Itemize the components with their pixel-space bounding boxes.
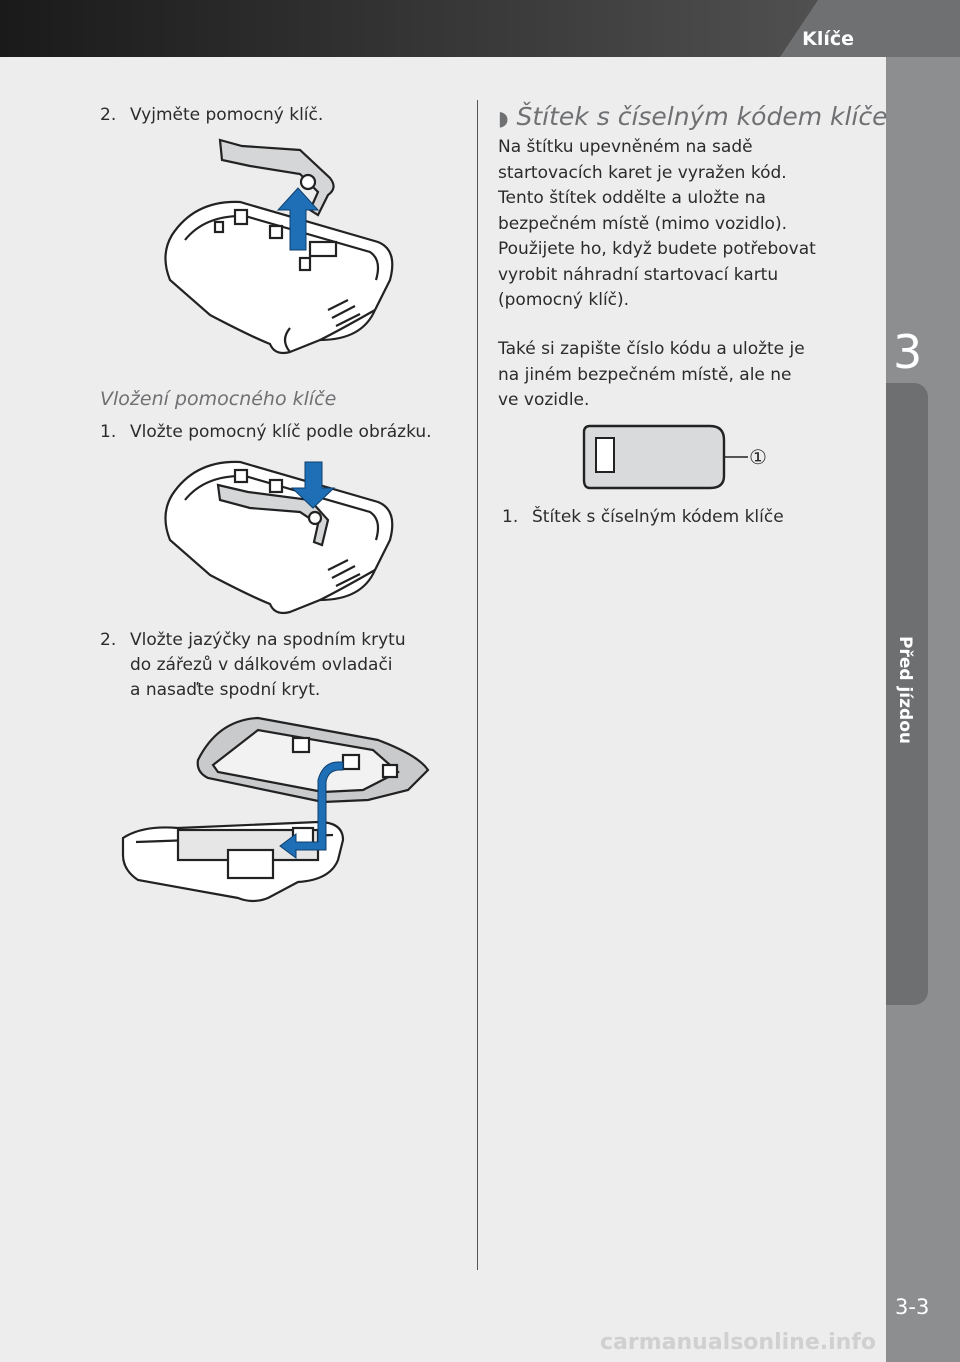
step-text-line: do zářezů v dálkovém ovladači	[130, 655, 393, 675]
insert-key-illustration	[150, 450, 410, 620]
step-number: 2.	[100, 105, 117, 125]
section-title: Klíče	[802, 28, 854, 50]
paragraph-line: Také si zapište číslo kódu a uložte je	[498, 339, 805, 359]
step-number: 1.	[100, 422, 117, 442]
paragraph-line: bezpečném místě (mimo vozidlo).	[498, 213, 787, 234]
page-number: 3-3	[895, 1295, 930, 1319]
key-code-section-heading	[498, 102, 888, 131]
legend-item-1	[502, 505, 784, 530]
heading-text: Štítek s číselným kódem klíče	[516, 102, 888, 131]
callout-1: ①	[749, 445, 767, 469]
legend-text: Štítek s číselným kódem klíče	[532, 507, 784, 527]
step-remove-key	[100, 103, 323, 128]
insert-key-heading: Vložení pomocného klíče	[100, 388, 337, 410]
paragraph-line: na jiném bezpečném místě, ale ne	[498, 364, 792, 385]
chapter-number: 3	[893, 325, 923, 379]
step-number: 2.	[100, 630, 117, 650]
step-attach-cover	[100, 628, 406, 703]
step-text: Vyjměte pomocný klíč.	[130, 105, 324, 125]
paragraph-line: Použijete ho, když budete potřebovat	[498, 239, 816, 259]
key-code-paragraph-2	[498, 337, 805, 414]
step-text-line: a nasaďte spodní kryt.	[130, 680, 321, 700]
paragraph-line: startovacích karet je vyražen kód.	[498, 162, 787, 183]
remove-key-illustration	[150, 130, 410, 360]
column-divider	[477, 100, 478, 1270]
step-text: Vložte pomocný klíč podle obrázku.	[130, 422, 432, 442]
chapter-title: Před jízdou	[895, 636, 915, 744]
step-text-line: Vložte jazýčky na spodním krytu	[130, 630, 406, 650]
step-insert-key	[100, 420, 432, 445]
legend-number: 1.	[502, 507, 519, 527]
paragraph-line: ve vozidle.	[498, 390, 590, 410]
paragraph-line: Tento štítek oddělte a uložte na	[498, 188, 766, 208]
watermark: carmanualsonline.info	[600, 1330, 876, 1355]
paragraph-line: Na štítku upevněném na sadě	[498, 137, 753, 157]
key-code-paragraph-1	[498, 135, 816, 314]
paragraph-line: (pomocný klíč).	[498, 290, 630, 310]
heading-marker: ◗	[498, 106, 509, 130]
paragraph-line: vyrobit náhradní startovací kartu	[498, 264, 779, 285]
attach-cover-illustration	[118, 710, 433, 910]
